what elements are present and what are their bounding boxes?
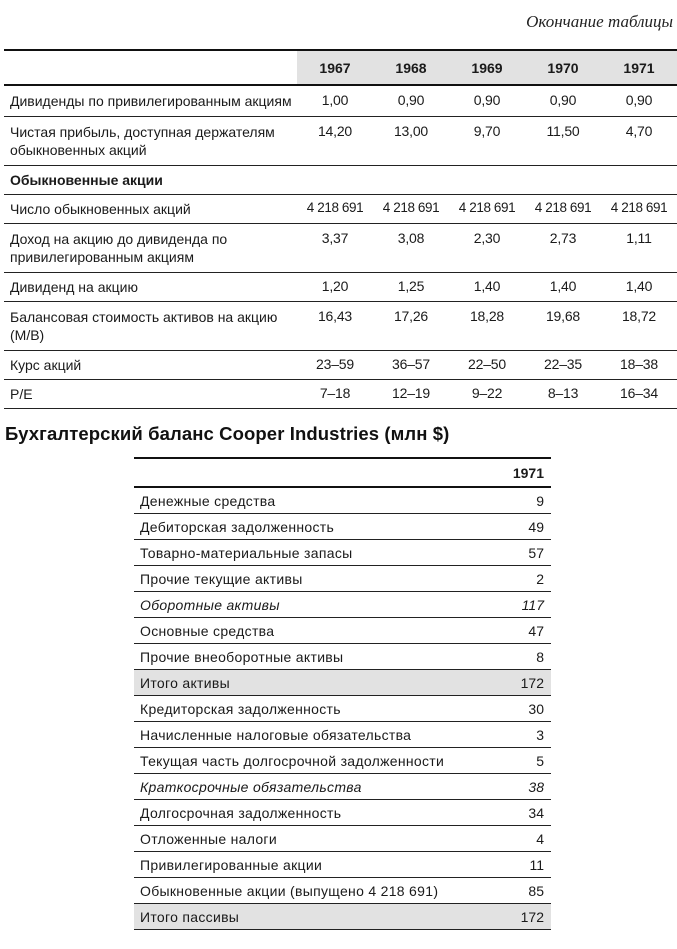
row-value: 4 218 691: [297, 195, 373, 224]
balance-sheet-title: Бухгалтерский баланс Cooper Industries (млн $): [5, 423, 450, 444]
row-value: 85: [484, 878, 551, 904]
row-value: 13,00: [373, 117, 449, 166]
row-label: Итого пассивы: [134, 904, 484, 930]
total-row: [134, 904, 551, 930]
row-label: Дебиторская задолженность: [134, 514, 484, 540]
row-value: 7–18: [297, 380, 373, 409]
row-value: 0,90: [449, 85, 525, 117]
row-label: Число обыкновенных акций: [4, 195, 297, 224]
table-row: [134, 540, 551, 566]
row-value: 1,00: [297, 85, 373, 117]
row-value: 2,73: [525, 224, 601, 273]
row-value: 0,90: [601, 85, 677, 117]
balance-sheet-table: [134, 457, 551, 930]
year-header: 1971: [601, 50, 677, 85]
row-label: Товарно-материальные запасы: [134, 540, 484, 566]
balance-sheet-body: [134, 487, 551, 930]
row-label: Привилегированные акции: [134, 852, 484, 878]
row-label: Курс акций: [4, 351, 297, 380]
table-row: [134, 722, 551, 748]
balance-header-row: [134, 458, 551, 487]
row-value: 1,40: [449, 273, 525, 302]
table-row: [134, 514, 551, 540]
financials-table: [4, 49, 677, 409]
row-value: 0,90: [373, 85, 449, 117]
balance-header-label-cell: [134, 458, 484, 487]
table-continuation-caption: Окончание таблицы: [526, 12, 673, 31]
table-row: [134, 566, 551, 592]
row-value: 19,68: [525, 302, 601, 351]
table-row: [134, 487, 551, 514]
year-header: 1968: [373, 50, 449, 85]
row-value: 30: [484, 696, 551, 722]
row-value: 1,40: [525, 273, 601, 302]
table-row: [4, 302, 677, 351]
table-row: [134, 644, 551, 670]
table-row: [134, 800, 551, 826]
table-row: [4, 273, 677, 302]
table-row: [134, 852, 551, 878]
table-row: [134, 696, 551, 722]
table-row: [134, 748, 551, 774]
total-row: [134, 670, 551, 696]
row-value: 11: [484, 852, 551, 878]
row-value: 1,25: [373, 273, 449, 302]
table-row: [4, 195, 677, 224]
row-value: 3,08: [373, 224, 449, 273]
row-value: 9: [484, 487, 551, 514]
row-value: 17,26: [373, 302, 449, 351]
table-row: [4, 224, 677, 273]
section-row: [4, 166, 677, 195]
row-value: 36–57: [373, 351, 449, 380]
row-value: 2: [484, 566, 551, 592]
row-value: 1,11: [601, 224, 677, 273]
table-row: [134, 618, 551, 644]
table-row: [134, 878, 551, 904]
table-row: [4, 85, 677, 117]
row-value: 9–22: [449, 380, 525, 409]
row-value: 172: [484, 670, 551, 696]
row-value: 4 218 691: [449, 195, 525, 224]
row-label: Оборотные активы: [134, 592, 484, 618]
row-value: 11,50: [525, 117, 601, 166]
row-value: 9,70: [449, 117, 525, 166]
row-label: Основные средства: [134, 618, 484, 644]
table-row: [4, 351, 677, 380]
row-value: 8: [484, 644, 551, 670]
row-value: 0,90: [525, 85, 601, 117]
row-value: 172: [484, 904, 551, 930]
row-label: P/E: [4, 380, 297, 409]
section-heading: Обыкновенные акции: [4, 166, 677, 195]
row-value: 4: [484, 826, 551, 852]
row-label: Итого активы: [134, 670, 484, 696]
row-label: Денежные средства: [134, 487, 484, 514]
subtotal-row: [134, 592, 551, 618]
row-value: 3,37: [297, 224, 373, 273]
year-header: 1971: [484, 458, 551, 487]
row-value: 14,20: [297, 117, 373, 166]
row-value: 38: [484, 774, 551, 800]
row-value: 18,72: [601, 302, 677, 351]
row-value: 18,28: [449, 302, 525, 351]
subtotal-row: [134, 774, 551, 800]
row-value: 2,30: [449, 224, 525, 273]
row-value: 47: [484, 618, 551, 644]
row-value: 4 218 691: [601, 195, 677, 224]
row-value: 23–59: [297, 351, 373, 380]
row-label: Балансовая стоимость активов на акцию (M/B): [4, 302, 297, 351]
row-label: Дивиденды по привилегированным акциям: [4, 85, 297, 117]
row-value: 12–19: [373, 380, 449, 409]
financials-header-label-cell: [4, 50, 297, 85]
row-value: 4,70: [601, 117, 677, 166]
row-value: 3: [484, 722, 551, 748]
row-label: Начисленные налоговые обязательства: [134, 722, 484, 748]
row-value: 16,43: [297, 302, 373, 351]
row-value: 34: [484, 800, 551, 826]
row-value: 22–35: [525, 351, 601, 380]
row-value: 57: [484, 540, 551, 566]
row-value: 8–13: [525, 380, 601, 409]
row-label: Обыкновенные акции (выпущено 4 218 691): [134, 878, 484, 904]
row-value: 4 218 691: [525, 195, 601, 224]
row-value: 4 218 691: [373, 195, 449, 224]
row-label: Чистая прибыль, доступная держателям обыкновенных акций: [4, 117, 297, 166]
row-label: Краткосрочные обязательства: [134, 774, 484, 800]
financials-header-row: [4, 50, 677, 85]
row-label: Дивиденд на акцию: [4, 273, 297, 302]
row-value: 22–50: [449, 351, 525, 380]
row-value: 1,40: [601, 273, 677, 302]
year-header: 1967: [297, 50, 373, 85]
year-header: 1969: [449, 50, 525, 85]
row-value: 49: [484, 514, 551, 540]
row-label: Прочие внеоборотные активы: [134, 644, 484, 670]
row-value: 18–38: [601, 351, 677, 380]
row-label: Долгосрочная задолженность: [134, 800, 484, 826]
row-value: 117: [484, 592, 551, 618]
row-label: Кредиторская задолженность: [134, 696, 484, 722]
row-label: Отложенные налоги: [134, 826, 484, 852]
table-row: [4, 117, 677, 166]
row-value: 5: [484, 748, 551, 774]
table-row: [134, 826, 551, 852]
row-label: Доход на акцию до дивиденда по привилегированным акциям: [4, 224, 297, 273]
row-value: 16–34: [601, 380, 677, 409]
row-value: 1,20: [297, 273, 373, 302]
row-label: Прочие текущие активы: [134, 566, 484, 592]
year-header: 1970: [525, 50, 601, 85]
row-label: Текущая часть долгосрочной задолженности: [134, 748, 484, 774]
table-row: [4, 380, 677, 409]
